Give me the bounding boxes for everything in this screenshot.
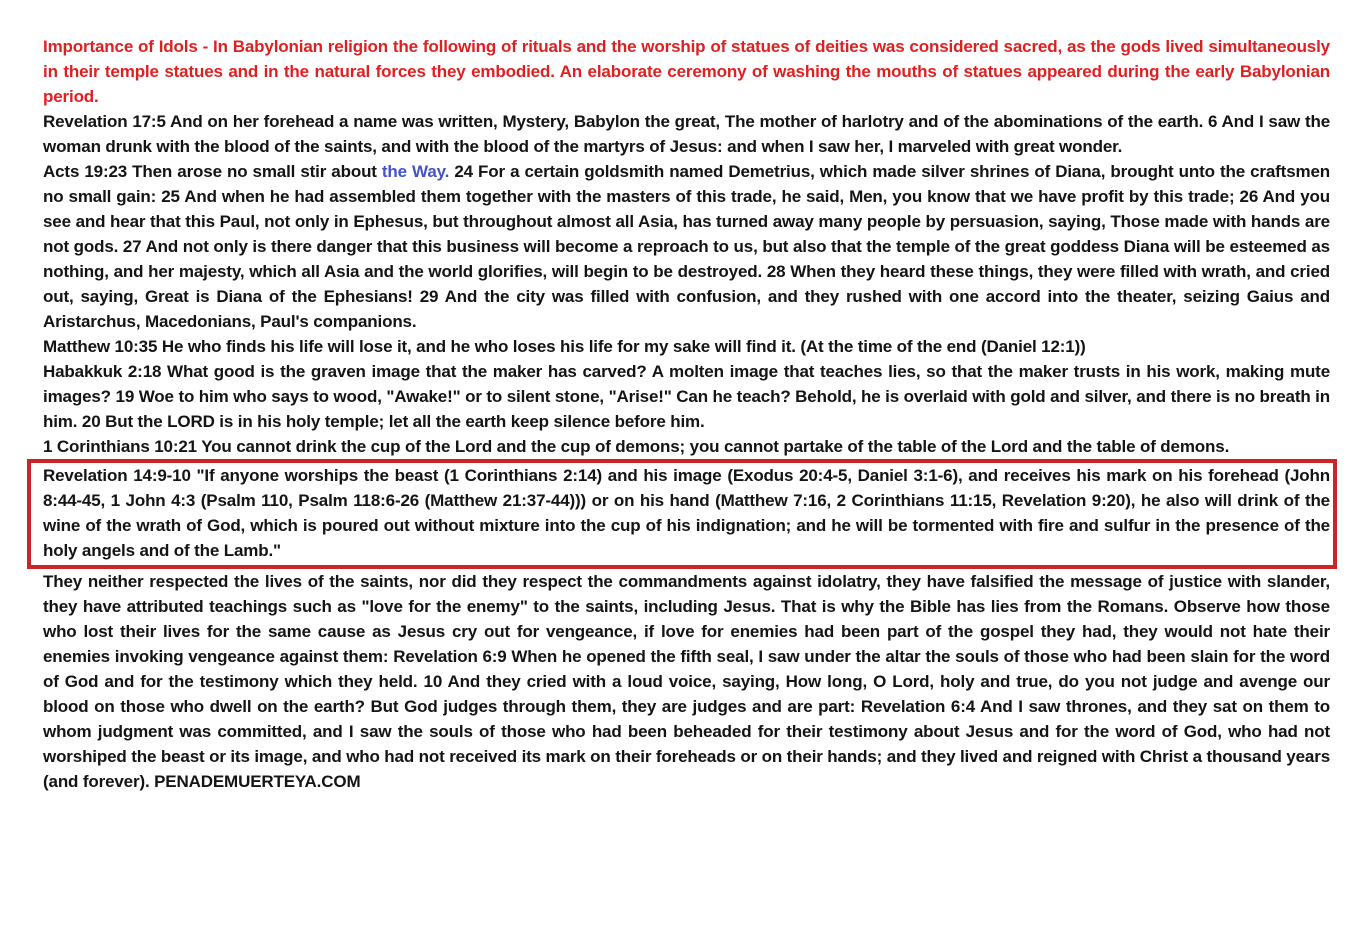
heading-importance-of-idols: Importance of Idols - In Babylonian religion the following of rituals and the worship of statues of deities was considered sacred, as the gods lived simultaneously in their temple statues and in the natural forces they embodied. An elaborate ceremony of washing the mouths of statues appeared during the early Babylonian period. <box>43 37 1330 106</box>
the-way-link[interactable]: the Way. <box>381 162 450 181</box>
paragraph-revelation-17: Revelation 17:5 And on her forehead a name was written, Mystery, Babylon the great, The mother of harlotry and of the abominations of the earth. 6 And I saw the woman drunk with the blood of the saints, and with the blood of the martyrs of Jesus: and when I saw her, I marveled with great wonder. <box>43 112 1330 156</box>
acts-text-after-link: 24 For a certain goldsmith named Demetrius, which made silver shrines of Diana, brought unto the craftsmen no small gain: 25 And when he had assembled them together with the masters of this trade, he said, Men, you know that we have profit by this trade; 26 And you see and hear that this Paul, not only in Ephesus, but throughout almost all Asia, has turned away many people by persuasion, saying, Those made with hands are not gods. 27 And not only is there danger that this business will become a reproach to us, but also that the temple of the great goddess Diana will be esteemed as nothing, and her majesty, which all Asia and the world glorifies, will begin to be destroyed. 28 When they heard these things, they were filled with wrath, and cried out, saying, Great is Diana of the Ephesians! 29 And the city was filled with confusion, and they rushed with one accord into the theater, seizing Gaius and Aristarchus, Macedonians, Paul's companions. <box>43 162 1331 331</box>
paragraph-habakkuk-2: Habakkuk 2:18 What good is the graven image that the maker has carved? A molten image that teaches lies, so that the maker trusts in his work, making mute images? 19 Woe to him who says to wood, "Awake!" or to silent stone, "Arise!" Can he teach? Behold, he is overlaid with gold and silver, and there is no breath in him. 20 But the LORD is in his holy temple; let all the earth keep silence before him. <box>43 362 1330 431</box>
paragraph-closing-commentary: They neither respected the lives of the saints, nor did they respect the commandments against idolatry, they have falsified the message of justice with slander, they have attributed teachings such as "love for the enemy" to the saints, including Jesus. That is why the Bible has lies from the Romans. Observe how those who lost their lives for the same cause as Jesus cry out for vengeance, if love for enemies had been part of the gospel they had, they would not hate their enemies invoking vengeance against them: Revelation 6:9 When he opened the fifth seal, I saw under the altar the souls of those who had been slain for the word of God and for the testimony which they held. 10 And they cried with a loud voice, saying, How long, O Lord, holy and true, do you not judge and avenge our blood on those who dwell on the earth? But God judges through them, they are judges and are part: Revelation 6:4 And I saw thrones, and they sat on them to whom judgment was committed, and I saw the souls of those who had been beheaded for their testimony about Jesus and for the word of God, who had not worshiped the beast or its image, and who had not received its mark on their foreheads or on their hands; and they lived and reigned with Christ a thousand years (and forever). PENADEMUERTEYA.COM <box>43 572 1330 791</box>
acts-text-before-link: Acts 19:23 Then arose no small stir about <box>43 162 382 181</box>
paragraph-revelation-14-highlighted-box: Revelation 14:9-10 "If anyone worships the beast (1 Corinthians 2:14) and his image (Exodus 20:4-5, Daniel 3:1-6), and receives his mark on his forehead (John 8:44-45, 1 John 4:3 (Psalm 110, Psalm 118:6-26 (Matthew 21:37-44))) or on his hand (Matthew 7:16, 2 Corinthians 11:15, Revelation 9:20), he also will drink of the wine of the wrath of God, which is poured out without mixture into the cup of his indignation; and he will be tormented with fire and sulfur in the presence of the holy angels and of the Lamb." <box>27 459 1337 569</box>
paragraph-acts-19 <box>43 159 1330 334</box>
paragraph-1-corinthians-10: 1 Corinthians 10:21 You cannot drink the cup of the Lord and the cup of demons; you cannot partake of the table of the Lord and the table of demons. <box>43 437 1230 456</box>
paragraph-matthew-10: Matthew 10:35 He who finds his life will lose it, and he who loses his life for my sake will find it. (At the time of the end (Daniel 12:1)) <box>43 337 1086 356</box>
